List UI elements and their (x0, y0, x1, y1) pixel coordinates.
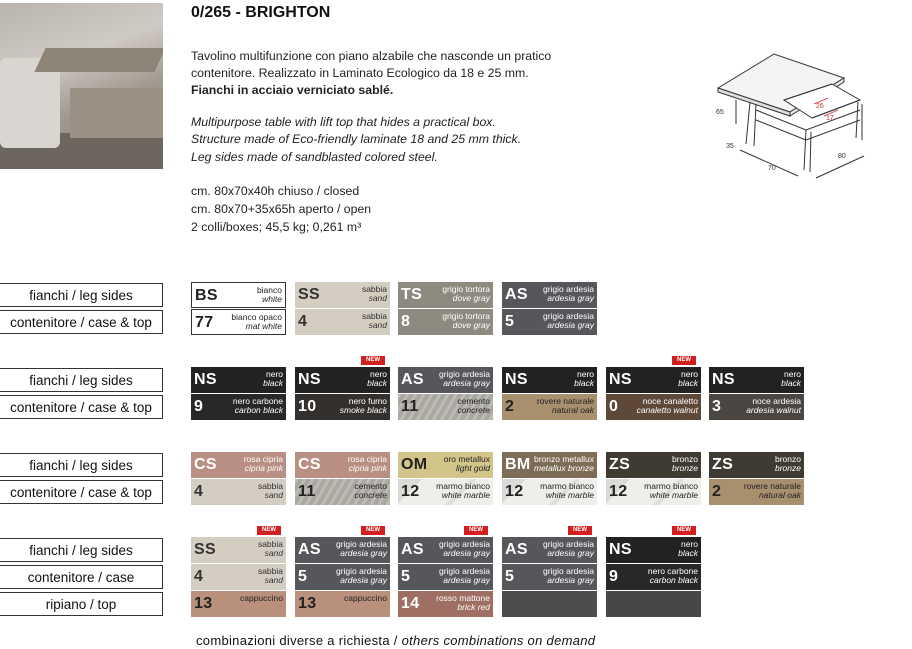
swatch-code: 77 (195, 314, 214, 331)
swatch-name-it: rosso mattone (436, 593, 490, 603)
swatch-name-en: concrete (457, 405, 490, 415)
swatch-code: NS (298, 371, 321, 388)
swatch-code: AS (401, 371, 424, 388)
color-swatch (295, 394, 390, 420)
label-case-top: contenitore / case & top (0, 310, 163, 334)
dim-width: 70 (768, 165, 776, 172)
swatch-name-it: grigio ardesia (438, 566, 490, 576)
swatch-code: 14 (401, 595, 420, 612)
swatch-name-it: rosa cipria (243, 454, 283, 464)
color-swatch (502, 394, 597, 420)
color-swatch (709, 367, 804, 393)
swatch-name-it: rosa cipria (347, 454, 387, 464)
swatch-code: CS (194, 456, 217, 473)
swatch-name-en: sand (368, 320, 387, 330)
swatch-name-it: sabbia (257, 539, 283, 549)
swatch-name-en: ardesia gray (547, 293, 594, 303)
swatch-code: 2 (505, 398, 515, 415)
color-swatch (295, 367, 390, 393)
swatch-code: 3 (712, 398, 722, 415)
color-swatch (502, 537, 597, 563)
color-swatch (191, 591, 286, 617)
swatch-code: 5 (505, 313, 515, 330)
swatch-name-it: nero (680, 539, 698, 549)
swatch-name-it: bianco (256, 285, 282, 295)
swatch-name-it: marmo bianco (436, 481, 490, 491)
swatch-name-it: noce ardesia (752, 396, 801, 406)
desc-it-line-3: Fianchi in acciaio verniciato sablé. (191, 83, 394, 97)
swatch-name-it: nero (680, 369, 698, 379)
swatch-name-en: black (574, 378, 594, 388)
color-swatch (398, 394, 493, 420)
technical-drawing (706, 48, 866, 184)
swatch-code: 10 (298, 398, 317, 415)
color-swatch (398, 591, 493, 617)
swatch-name-it: grigio ardesia (542, 539, 594, 549)
new-badge: NEW (464, 526, 488, 535)
color-swatch (398, 537, 493, 563)
new-badge: NEW (568, 526, 592, 535)
label-case: contenitore / case (0, 565, 163, 589)
swatch-name-en: white marble (649, 490, 698, 500)
swatch-name-it: grigio ardesia (438, 369, 490, 379)
swatch-name-it: sabbia (257, 566, 283, 576)
color-swatch (398, 309, 493, 335)
dimensions (191, 182, 371, 236)
color-swatch (606, 537, 701, 563)
new-badge: NEW (672, 356, 696, 365)
color-swatch (502, 452, 597, 478)
color-swatch (398, 282, 493, 308)
swatch-code: BS (195, 287, 218, 304)
color-swatch (295, 591, 390, 617)
swatch-code: AS (298, 541, 321, 558)
swatch-name-en: sand (264, 490, 283, 500)
swatch-code: 11 (401, 398, 419, 415)
color-swatch (295, 309, 390, 335)
color-swatch (502, 479, 597, 505)
swatch-name-it: nero carbone (232, 396, 283, 406)
swatch-name-en: white (262, 294, 282, 304)
color-swatch (709, 452, 804, 478)
dim-height: 65 (716, 109, 724, 116)
swatch-code: 9 (609, 568, 619, 585)
swatch-name-it: marmo bianco (644, 481, 698, 491)
color-swatch (606, 452, 701, 478)
swatch-name-en: carbon black (649, 575, 698, 585)
row-labels-group-4 (0, 538, 163, 619)
swatch-name-en: ardesia walnut (746, 405, 801, 415)
new-badge: NEW (257, 526, 281, 535)
swatch-name-en: natural oak (758, 490, 801, 500)
swatch-name-it: nero carbone (647, 566, 698, 576)
swatch-name-en: cipria pink (244, 463, 283, 473)
swatch-name-it: nero (576, 369, 594, 379)
swatch-name-it: grigio tortora (442, 311, 490, 321)
new-badge: NEW (672, 526, 696, 535)
swatch-name-en: canaletto walnut (636, 405, 698, 415)
swatch-code: ZS (712, 456, 734, 473)
color-swatch (606, 591, 701, 617)
swatch-name-en: bronze (775, 463, 801, 473)
label-leg-sides: fianchi / leg sides (0, 538, 163, 562)
swatch-code: 8 (401, 313, 411, 330)
color-swatch (606, 367, 701, 393)
swatch-name-en: sand (368, 293, 387, 303)
swatch-name-it: cappuccino (343, 593, 387, 603)
desc-it-line-1: Tavolino multifunzione con piano alzabile che nasconde un pratico (191, 49, 552, 63)
color-swatch (191, 282, 286, 308)
swatch-code: 9 (194, 398, 204, 415)
swatch-name-it: nero (783, 369, 801, 379)
swatch-name-en: ardesia gray (340, 548, 387, 558)
swatch-code: CS (298, 456, 321, 473)
swatch-name-en: dove gray (452, 320, 490, 330)
swatch-name-en: black (781, 378, 801, 388)
swatch-code: NS (609, 541, 632, 558)
swatch-name-en: metallux bronze (533, 463, 594, 473)
color-swatch (191, 537, 286, 563)
dim-inner-b: 17 (826, 115, 834, 122)
color-swatch (295, 282, 390, 308)
swatch-code: TS (401, 286, 423, 303)
swatch-code: NS (505, 371, 528, 388)
swatch-name-en: brick red (457, 602, 490, 612)
swatch-name-it: rovere naturale (536, 396, 594, 406)
dim-open: cm. 80x70+35x65h aperto / open (191, 202, 372, 216)
swatch-code: 12 (609, 483, 628, 500)
swatch-name-it: cemento (457, 396, 490, 406)
row-labels-group-2 (0, 368, 163, 422)
swatch-name-en: light gold (455, 463, 490, 473)
color-swatch (709, 479, 804, 505)
swatch-name-it: cappuccino (239, 593, 283, 603)
label-case-top: contenitore / case & top (0, 395, 163, 419)
product-title: 0/265 - BRIGHTON (191, 4, 331, 21)
swatch-name-en: black (678, 378, 698, 388)
color-swatch (191, 564, 286, 590)
color-swatch (398, 479, 493, 505)
swatch-name-it: bianco opaco (231, 312, 282, 322)
label-leg-sides: fianchi / leg sides (0, 368, 163, 392)
swatch-name-it: grigio tortora (442, 284, 490, 294)
swatch-name-it: oro metallux (443, 454, 490, 464)
footer-separator: / (389, 633, 402, 648)
swatch-name-en: mat white (245, 321, 282, 331)
swatch-code: AS (505, 286, 528, 303)
color-swatch (398, 452, 493, 478)
swatch-name-it: sabbia (361, 284, 387, 294)
swatch-code: 5 (298, 568, 308, 585)
swatch-name-it: sabbia (257, 481, 283, 491)
color-swatch (191, 367, 286, 393)
swatch-name-it: cemento (354, 481, 387, 491)
dim-length: 80 (838, 153, 846, 160)
color-swatch (502, 591, 597, 617)
swatch-code: 2 (712, 483, 722, 500)
swatch-code: 13 (298, 595, 317, 612)
color-swatch (295, 564, 390, 590)
color-swatch (502, 367, 597, 393)
dim-depth: 35 (726, 143, 734, 150)
swatch-code: 4 (194, 568, 204, 585)
dim-closed: cm. 80x70x40h chiuso / closed (191, 184, 360, 198)
label-leg-sides: fianchi / leg sides (0, 283, 163, 307)
swatch-name-en: ardesia gray (443, 378, 490, 388)
swatch-name-it: grigio ardesia (542, 311, 594, 321)
swatch-name-en: black (367, 378, 387, 388)
product-photo (0, 3, 163, 169)
swatch-name-it: bronzo (672, 454, 698, 464)
swatch-name-en: ardesia gray (547, 320, 594, 330)
color-swatch (606, 394, 701, 420)
row-labels-group-3 (0, 453, 163, 507)
label-top: ripiano / top (0, 592, 163, 616)
color-swatch (709, 394, 804, 420)
swatch-code: 5 (401, 568, 411, 585)
footer-note (196, 633, 595, 648)
swatch-name-it: grigio ardesia (335, 566, 387, 576)
label-leg-sides: fianchi / leg sides (0, 453, 163, 477)
color-swatch (502, 564, 597, 590)
swatch-name-en: white marble (441, 490, 490, 500)
swatch-name-en: sand (264, 575, 283, 585)
swatch-code: NS (609, 371, 632, 388)
swatch-code: SS (298, 286, 320, 303)
color-swatch (502, 309, 597, 335)
swatch-name-en: ardesia gray (340, 575, 387, 585)
desc-en-line-2: Structure made of Eco-friendly laminate 18 and 25 mm thick. (191, 132, 522, 146)
swatch-name-en: smoke black (339, 405, 387, 415)
color-swatch (191, 452, 286, 478)
new-badge: NEW (361, 356, 385, 365)
swatch-name-it: grigio ardesia (438, 539, 490, 549)
row-labels-group-1 (0, 283, 163, 337)
color-swatch (398, 367, 493, 393)
swatch-name-en: carbon black (234, 405, 283, 415)
dim-packaging: 2 colli/boxes; 45,5 kg; 0,261 m³ (191, 220, 362, 234)
swatch-name-en: ardesia gray (443, 575, 490, 585)
swatch-code: 4 (194, 483, 204, 500)
color-swatch (191, 479, 286, 505)
swatch-name-it: noce canaletto (642, 396, 698, 406)
swatch-name-it: nero (369, 369, 387, 379)
color-swatch (191, 309, 286, 335)
swatch-code: SS (194, 541, 216, 558)
color-swatch (191, 394, 286, 420)
swatch-name-it: grigio ardesia (335, 539, 387, 549)
label-case-top: contenitore / case & top (0, 480, 163, 504)
swatch-name-it: sabbia (361, 311, 387, 321)
swatch-name-en: natural oak (551, 405, 594, 415)
swatch-code: 12 (505, 483, 524, 500)
swatch-code: OM (401, 456, 428, 473)
swatch-code: BM (505, 456, 531, 473)
footer-it: combinazioni diverse a richiesta (196, 633, 390, 648)
swatch-name-en: bronze (672, 463, 698, 473)
swatch-name-it: nero (265, 369, 283, 379)
swatch-code: 12 (401, 483, 420, 500)
new-badge: NEW (361, 526, 385, 535)
swatch-name-it: bronzo metallux (533, 454, 594, 464)
swatch-code: 4 (298, 313, 308, 330)
swatch-name-it: grigio ardesia (542, 566, 594, 576)
swatch-name-it: nero fumo (348, 396, 387, 406)
swatch-name-en: white marble (545, 490, 594, 500)
footer-en: others combinations on demand (401, 633, 596, 648)
swatch-name-en: ardesia gray (547, 548, 594, 558)
swatch-code: AS (401, 541, 424, 558)
desc-it-line-2: contenitore. Realizzato in Laminato Ecologico da 18 e 25 mm. (191, 66, 529, 80)
swatch-name-en: concrete (354, 490, 387, 500)
swatch-name-it: rovere naturale (743, 481, 801, 491)
swatch-name-en: ardesia gray (547, 575, 594, 585)
swatch-name-it: bronzo (775, 454, 801, 464)
swatch-code: 13 (194, 595, 213, 612)
swatch-code: 5 (505, 568, 515, 585)
swatch-code: NS (194, 371, 217, 388)
color-swatch (295, 452, 390, 478)
swatch-code: ZS (609, 456, 631, 473)
color-swatch (398, 564, 493, 590)
swatch-code: AS (505, 541, 528, 558)
swatch-code: NS (712, 371, 735, 388)
color-swatch (502, 282, 597, 308)
color-swatch (606, 479, 701, 505)
swatch-name-en: ardesia gray (443, 548, 490, 558)
swatch-name-en: sand (264, 548, 283, 558)
dim-inner-a: 26 (816, 103, 824, 110)
desc-en-line-3: Leg sides made of sandblasted colored steel. (191, 150, 438, 164)
swatch-name-en: black (263, 378, 283, 388)
swatch-name-it: grigio ardesia (542, 284, 594, 294)
desc-en-line-1: Multipurpose table with lift top that hides a practical box. (191, 115, 496, 129)
swatch-name-en: dove gray (452, 293, 490, 303)
swatch-name-en: black (678, 548, 698, 558)
swatch-code: 0 (609, 398, 619, 415)
swatch-code: 11 (298, 483, 316, 500)
swatch-name-it: marmo bianco (540, 481, 594, 491)
color-swatch (606, 564, 701, 590)
color-swatch (295, 537, 390, 563)
color-swatch (295, 479, 390, 505)
swatch-name-en: cipria pink (348, 463, 387, 473)
